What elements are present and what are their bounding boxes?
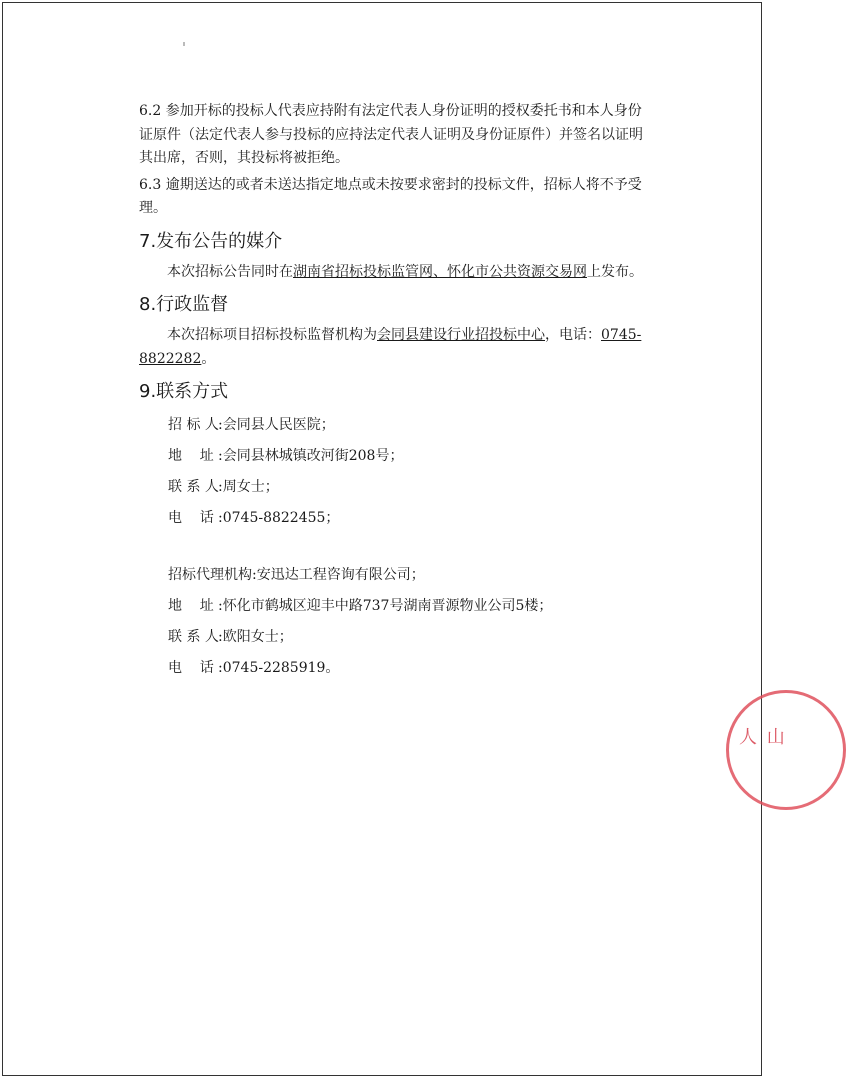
clause-6-2: 6.2 参加开标的投标人代表应持附有法定代表人身份证明的授权委托书和本人身份证原件（法定代表人参与投标的应持法定代表人证明及身份证原件）并签名以证明其出席，否则，其投标将被拒绝。 [139,103,643,166]
agent-contact: 欧阳女士； [222,629,293,645]
spacer [168,537,649,563]
contact-block [139,413,649,687]
agent-name: 安迅达工程咨询有限公司； [256,567,425,583]
colon: : [218,660,223,676]
agent-address: 怀化市鹤城区迎丰中路737号湖南晋源物业公司5楼； [222,598,553,614]
tenderer-phone-label: 电 话 [168,510,214,526]
tenderer-contact: 周女士； [222,479,279,495]
agent-name-row [168,563,649,594]
stamp-text: 人 山 [739,727,787,748]
media-paragraph [139,261,649,285]
tenderer-address-row [168,444,649,475]
tenderer-contact-label: 联 系 人 [168,479,219,495]
colon: : [218,448,223,464]
tenderer-name-label: 招 标 人 [168,417,219,433]
colon: : [218,598,223,614]
heading-contact: 9.联系方式 [139,381,229,402]
supervision-text-before: 本次招标项目招标投标监督机构为 [167,327,377,343]
agent-phone: 0745-2285919。 [222,660,340,676]
scan-mark [183,42,185,46]
supervision-paragraph [139,324,649,371]
heading-supervision: 8.行政监督 [139,294,229,315]
clause-6-3: 6.3 逾期送达的或者未送达指定地点或未按要求密封的投标文件，招标人将不予受理。 [139,176,642,216]
media-text-after: 上发布。 [587,263,643,280]
supervision-phone: 0745-8822282 [139,327,642,367]
tenderer-phone: 0745-8822455； [222,510,340,526]
supervision-agency: 会同县建设行业招投标中心 [377,327,545,343]
agent-address-label: 地 址 [168,598,214,614]
agent-phone-row [168,656,649,687]
tenderer-name: 会同县人民医院； [222,417,335,433]
colon: : [218,629,223,645]
colon: : [218,417,223,433]
media-websites: 湖南省招标投标监管网、怀化市公共资源交易网 [293,263,587,280]
tenderer-contact-row [168,475,649,506]
document-body [139,100,649,687]
colon: : [218,479,223,495]
tenderer-phone-row [168,506,649,537]
red-seal-stamp [726,690,846,810]
tenderer-address-label: 地 址 [168,448,214,464]
agent-contact-row [168,625,649,656]
agent-phone-label: 电 话 [168,660,214,676]
tenderer-address: 会同县林城镇改河街208号； [222,448,404,464]
agent-address-row [168,594,649,625]
heading-media: 7.发布公告的媒介 [139,230,283,252]
agent-name-label: 招标代理机构 [168,567,252,583]
tenderer-name-row [168,413,649,444]
supervision-text-mid: ，电话： [545,327,601,343]
colon: : [218,510,223,526]
agent-contact-label: 联 系 人 [168,629,219,645]
colon: : [252,567,257,583]
media-text-before: 本次招标公告同时在 [167,263,293,280]
supervision-text-after: 。 [201,350,216,367]
